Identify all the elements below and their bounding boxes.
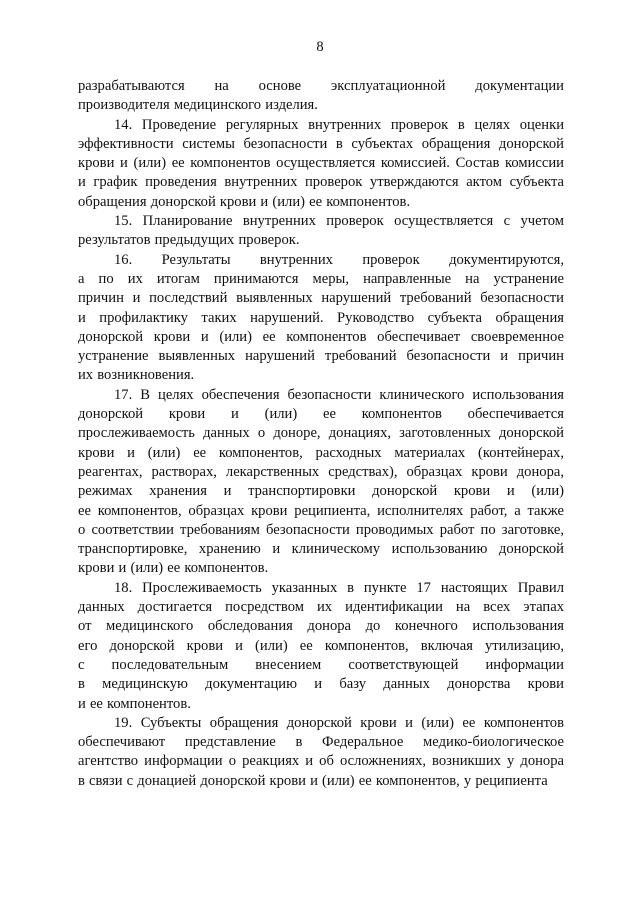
text-line: эффективности системы безопасности в субъектах обращения донорской <box>78 135 564 152</box>
text-line: данных достигается посредством их идентификации на всех этапах <box>78 599 564 616</box>
paragraph-p15 <box>78 212 564 251</box>
paragraph-p14 <box>78 116 564 212</box>
text-line: причин и последствий выявленных нарушений требований безопасности <box>78 290 564 307</box>
text-line: а по их итогам принимаются меры, направленные на устранение <box>78 270 564 287</box>
text-line: результатов предыдущих проверок. <box>78 232 300 249</box>
text-line: о соответствии требованиям безопасности проводимых работ по заготовке, <box>78 521 564 538</box>
paragraph-p16 <box>78 251 564 386</box>
text-line: их возникновения. <box>78 367 195 384</box>
text-line: донорской крови и (или) ее компонентов обеспечивает своевременное <box>78 328 564 345</box>
text-line: 14. Проведение регулярных внутренних проверок в целях оценки <box>114 116 564 133</box>
text-line: обеспечивают представление в Федеральное медико-биологическое <box>78 734 564 751</box>
text-line: 19. Субъекты обращения донорской крови и (или) ее компонентов <box>114 714 564 731</box>
document-body <box>78 77 564 791</box>
text-line: обращения донорской крови и (или) ее компонентов. <box>78 193 411 210</box>
text-line: ее компонентов, образцах крови реципиента, исполнителях работ, а также <box>78 502 564 519</box>
page-number: 8 <box>316 39 324 55</box>
paragraph-p19 <box>78 714 564 791</box>
text-line: в связи с донацией донорской крови и (или) ее компонентов, у реципиента <box>78 772 548 789</box>
text-line: агентство информации о реакциях и об осложнениях, возникших у донора <box>78 753 564 770</box>
text-line: и профилактику таких нарушений. Руководство субъекта обращения <box>78 309 564 326</box>
text-line: донорской крови и (или) ее компонентов обеспечивается <box>78 406 564 423</box>
text-line: крови и (или) ее компонентов. <box>78 560 269 577</box>
text-line: реагентах, растворах, лекарственных средствах), образцах крови донора, <box>78 463 564 480</box>
text-line: его донорской крови и (или) ее компонентов, включая утилизацию, <box>78 637 564 654</box>
text-line: производителя медицинского изделия. <box>78 97 318 114</box>
text-line: с последовательным внесением соответствующей информации <box>78 656 564 673</box>
text-line: от медицинского обследования донора до конечного использования <box>78 618 564 635</box>
text-line: крови и (или) ее компонентов, расходных материалах (контейнерах, <box>78 444 564 461</box>
text-line: 15. Планирование внутренних проверок осуществляется с учетом <box>114 213 564 230</box>
text-line: прослеживаемость данных о доноре, донациях, заготовленных донорской <box>78 425 564 442</box>
text-line: устранение выявленных нарушений требований безопасности и причин <box>78 348 564 365</box>
text-line: 17. В целях обеспечения безопасности клинического использования <box>114 386 564 403</box>
text-line: крови и (или) ее компонентов осуществляется комиссией. Состав комиссии <box>78 155 564 172</box>
text-line: транспортировке, хранению и клиническому использованию донорской <box>78 541 564 558</box>
paragraph-p18 <box>78 579 564 714</box>
text-line: в медицинскую документацию и базу данных донорства крови <box>78 676 564 693</box>
text-line: и ее компонентов. <box>78 695 191 712</box>
paragraph-p17 <box>78 386 564 579</box>
text-line: 16. Результаты внутренних проверок документируются, <box>114 251 564 268</box>
paragraph-p13-cont <box>78 77 564 116</box>
text-line: режимах хранения и транспортировки донорской крови и (или) <box>78 483 564 500</box>
text-line: 18. Прослеживаемость указанных в пункте 17 настоящих Правил <box>114 579 564 596</box>
text-line: разрабатываются на основе эксплуатационной документации <box>78 78 564 94</box>
text-line: и график проведения внутренних проверок утверждаются актом субъекта <box>78 174 564 191</box>
